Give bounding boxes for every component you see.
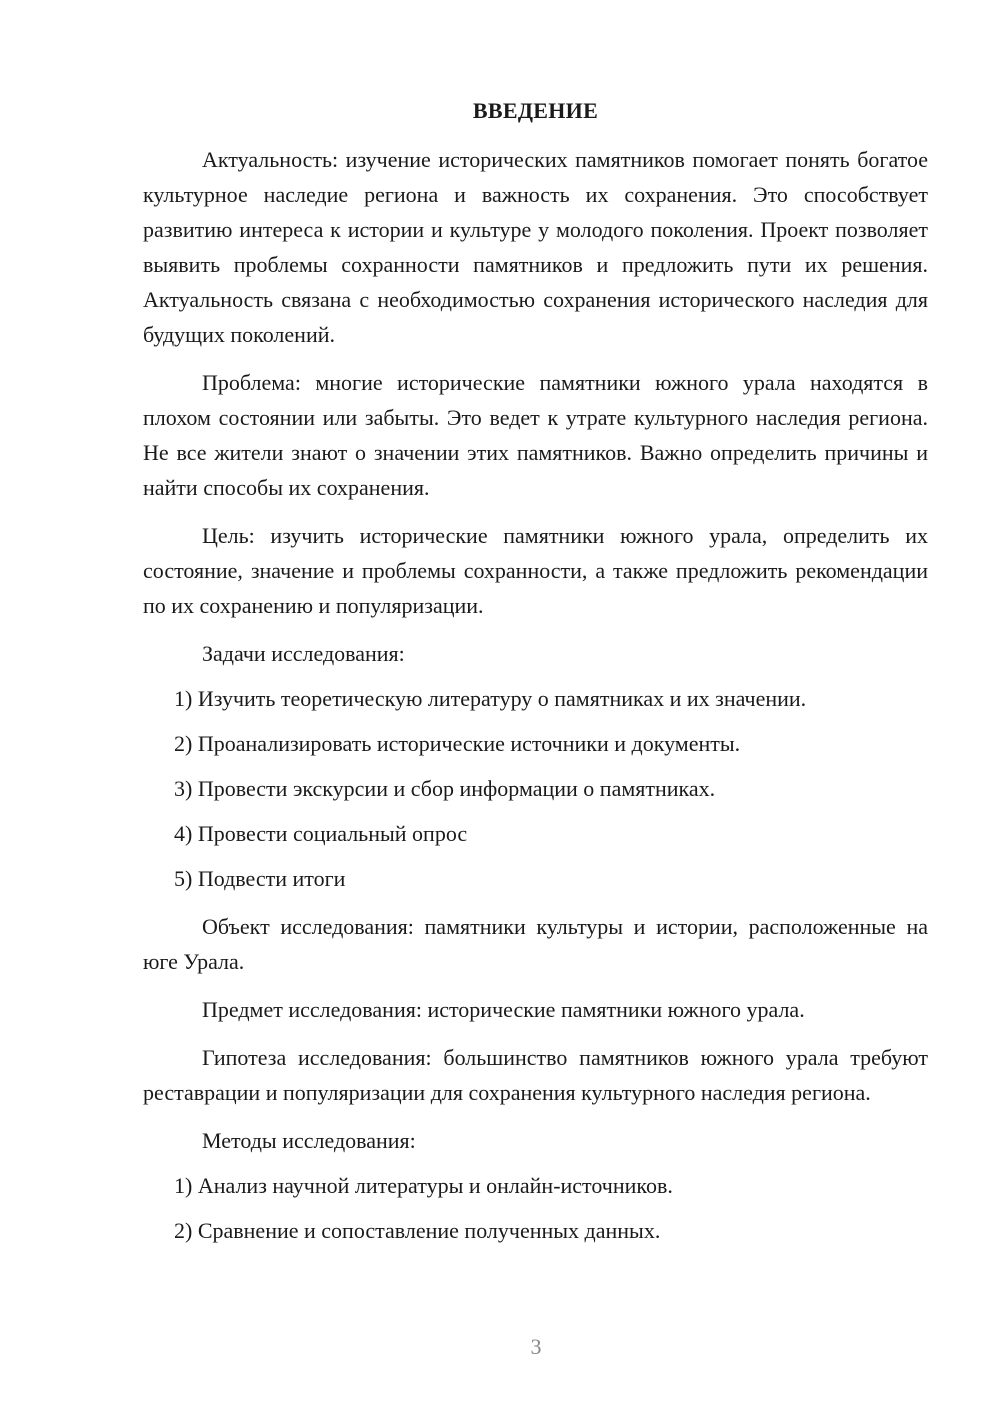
page-number: 3 [530,1334,542,1359]
list-item: 3) Провести экскурсии и сбор информации о памятниках. [174,776,716,801]
list-item: 1) Анализ научной литературы и онлайн-источников. [174,1173,673,1198]
methods-list [143,1168,928,1248]
object-paragraph: Объект исследования: памятники культуры и истории, расположенные на юге Урала. [143,914,928,974]
hypothesis-paragraph: Гипотеза исследования: большинство памятников южного урала требуют реставрации и популяризации для сохранения культурного наследия региона. [143,1045,928,1105]
subject-paragraph: Предмет исследования: исторические памятники южного урала. [202,997,805,1022]
methods-heading: Методы исследования: [202,1128,416,1153]
list-item: 2) Проанализировать исторические источники и документы. [174,731,741,756]
list-item: 2) Сравнение и сопоставление полученных данных. [174,1218,661,1243]
goal-paragraph: Цель: изучить исторические памятники южного урала, определить их состояние, значение и проблемы сохранности, а также предложить рекомендации по их сохранению и популяризации. [143,523,928,618]
tasks-heading: Задачи исследования: [202,641,405,666]
page-title: ВВЕДЕНИЕ [472,98,599,123]
list-item: 1) Изучить теоретическую литературу о памятниках и их значении. [174,686,807,711]
list-item: 4) Провести социальный опрос [174,821,468,846]
problem-paragraph: Проблема: многие исторические памятники южного урала находятся в плохом состоянии или забыты. Это ведет к утрате культурного наследия региона. Не все жители знают о значении этих памятников. Важно определить причины и найти способы их сохранения. [143,370,928,500]
page-content [143,96,928,1248]
relevance-paragraph: Актуальность: изучение исторических памятников помогает понять богатое культурное наследие региона и важность их сохранения. Это способствует развитию интереса к истории и культуре у молодого поколения. Проект позволяет выявить проблемы сохранности памятников и предложить пути их решения. Актуальность связана с необходимостью сохранения исторического наследия для будущих поколений. [143,147,928,347]
list-item: 5) Подвести итоги [174,866,346,891]
tasks-list [143,681,928,896]
